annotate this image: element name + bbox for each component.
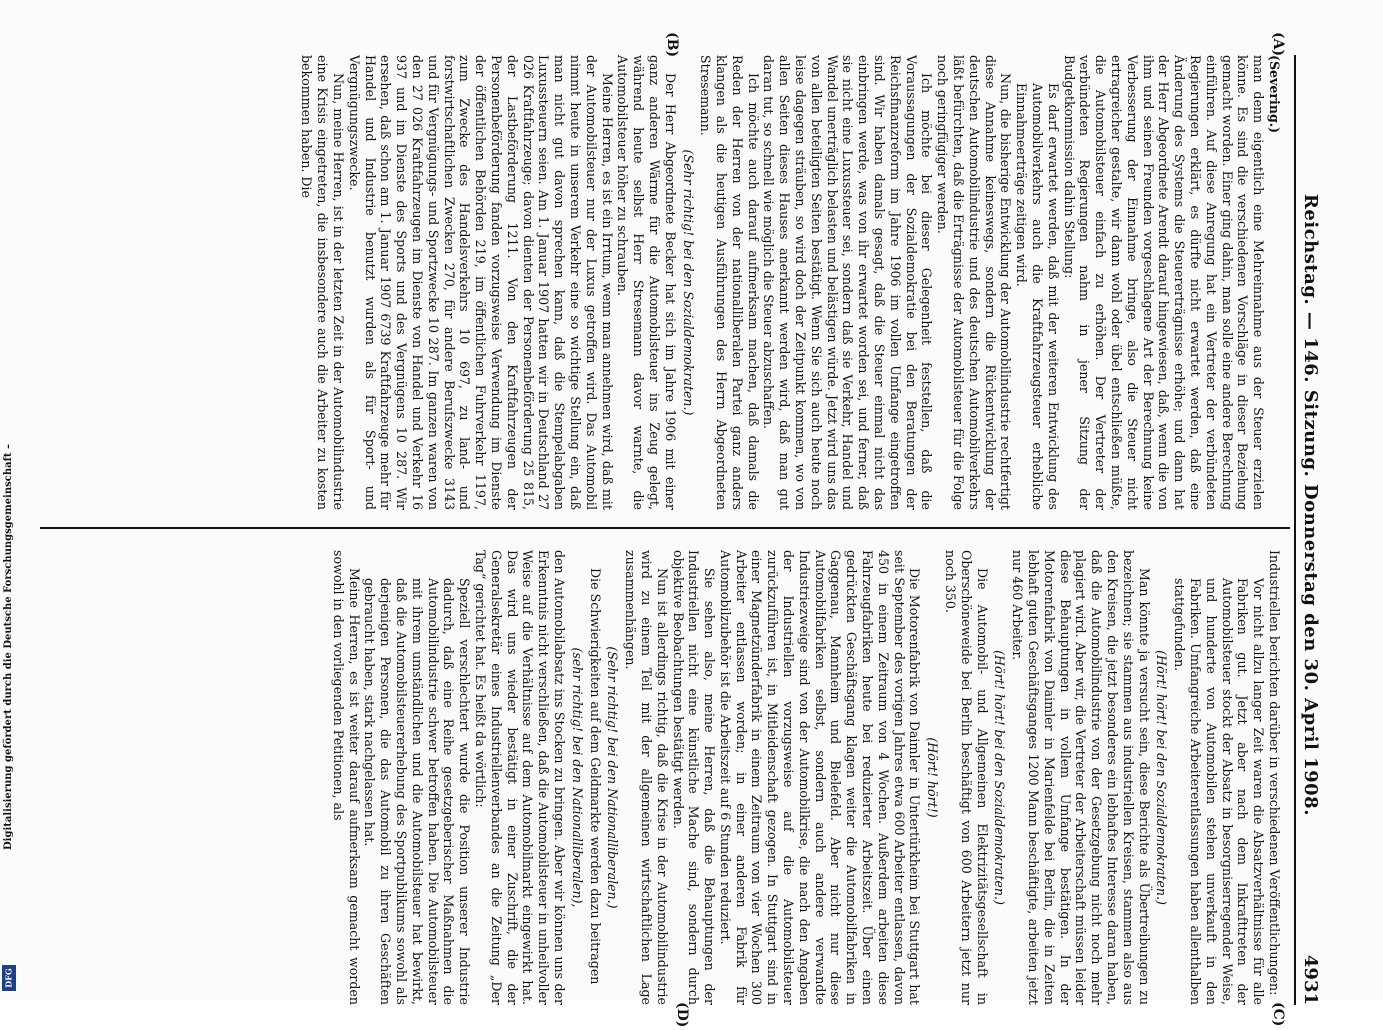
paragraph: Nun, meine Herren, ist in der letzten Zeit in der Automobilindustrie eine Krisis eingetreten, die insbesondere auch die Arbeiter zu kosten bekommen haben. Die bbox=[299, 55, 346, 510]
right-column bbox=[42, 550, 1282, 1005]
margin-mark-d: (D) bbox=[674, 1002, 690, 1028]
page-title: Reichstag. — 146. Sitzung. Donnerstag den 30. April 1908. bbox=[1300, 193, 1321, 816]
page-header bbox=[1294, 55, 1330, 1005]
digitization-credit-text: Digitalisierung gefördert durch die Deutsche Forschungsgemeinschaft – bbox=[3, 444, 14, 850]
interjection: (Sehr richtig! bei den Nationalliberalen.) bbox=[605, 646, 621, 909]
paragraph: Man könnte ja versucht sein, diese Berichte als Übertreibungen zu bezeichnen; sie stammen aus industriellen Kreisen, stammen also aus den Kreisen, die jetzt besonderes ein lebhaftes Interesse daran haben, daß die Automobilindustrie von der Gesetzgebung nicht noch mehr plagiert wird. Aber wir, die Vertreter der Arbeiterschaft müssen leider diese Behauptungen in vollem Umfange bestätigen. In der Motorenfabrik von Daimler in Marienfelde bei Berlin, die in Zeiten lebhaft guten Geschäftsganges 1200 Mann beschäftigte, arbeiten jetzt nur 460 Arbeiter. bbox=[1010, 550, 1152, 1005]
margin-mark-c: (C) bbox=[1270, 1002, 1286, 1027]
paragraph: Ich möchte auch darauf aufmerksam machen, daß damals die Reden der Herren von der nationalliberalen Partei ganz anders klangen als die heutigen Ausführungen des Herrn Abgeordneten Stresemann. bbox=[698, 55, 761, 510]
paragraph: Nun ist allerdings richtig, daß die Krise in der Automobilindustrie wird zu einem Teil mit der allgemeinen wirtschaftlichen Lage zusammenhängen. bbox=[623, 550, 670, 1005]
interjection: (Hört! hört! bei den Sozialdemokraten.) bbox=[1154, 650, 1170, 905]
margin-mark-a: (A) bbox=[1270, 32, 1286, 57]
interjection: (sehr richtig! bei den Nationalliberalen), bbox=[569, 647, 585, 908]
interjection: (Hört! hört!) bbox=[925, 737, 941, 818]
paragraph: Industriellen berichten darüber in verschiedenen Veröffentlichungen: bbox=[1267, 550, 1282, 996]
paragraph: Die Schwierigkeiten auf dem Geldmarkte werden dazu beitragen bbox=[587, 568, 603, 985]
digitization-credit bbox=[3, 150, 15, 850]
quotation: Speziell verschlechtert wurde die Position unserer Industrie dadurch, daß eine Reihe gesetzgeberischer Maßnahmen die Automobilindustrie schwer betroffen haben. Die Automobilsteuer mit ihrem umständlichen und die Automobilsteuer hat bewirkt, daß die Automobilsteuererhebung des Sportpublikums sowohl als derjenigen Personen, die das Automobil zu ihren Geschäften gebraucht haben, stark nachgelassen hat. bbox=[362, 578, 473, 1005]
paragraph: Meine Herren, es ist weiter darauf aufmerksam gemacht worden sowohl in den vorliegenden Petitionen, als bbox=[330, 550, 362, 1005]
paragraph: Die Motorenfabrik von Daimler in Untertürkheim bei Stuttgart hat seit September des vorigen Jahres etwa 600 Arbeiter entlassen, davon 450 in einem Zeitraum von 4 Wochen. Außerdem arbeiten diese Fahrzeugfabriken heute bei reduzierter Arbeitszeit. Über einen gedrückten Geschäftsgang klagen weiter die Automobilfabriken in Gaggenau, Mannheim und Bielefeld. Aber nicht nur diese Automobilfabriken selbst, sondern auch andere verwandte Industriezweige sind von der Automobilkrise, die nach den Angaben der Industriellen vorzugsweise auf die Automobilsteuer zurückzuführen ist, in Mitleidenschaft gezogen. In Stuttgart sind in einer Magnetzünderfabrik in einem Zeitraum von vier Wochen 300 Arbeiter entlassen worden; in einer anderen Fabrik für Automobilzubehör ist die Arbeitszeit auf 6 Stunden reduziert. bbox=[717, 550, 923, 1005]
quotation: Vor nicht allzu langer Zeit waren die Absatzverhältnisse für alle Fabriken gut. Jetzt aber nach dem Inkrafttreten der Automobilsteuer stockt der Absatz in besorgniserregender Weise, und hunderte von Automobilen stehen unverkauft in den Fabriken. Umfangreiche Arbeiterentlassungen haben allenthalben stattgefunden. bbox=[1172, 578, 1267, 1005]
column-divider bbox=[40, 527, 1290, 529]
quotation: Es darf erwartet werden, daß mit der weiteren Entwicklung des Automobilverkehrs auch die Kraftfahrzeugsteuer erhebliche Einnahmeerträge zeitigen wird. bbox=[1014, 83, 1061, 510]
paragraph: Nun, die bisherige Entwicklung der Automobilindustrie rechtfertigt diese Annahme keineswegs, sondern die Rückentwicklung der deutschen Automobilindustrie und des deutschen Automobilverkehrs läßt befürchten, daß die Erträgnisse der Automobilsteuer für die Folge noch geringfügiger werden. bbox=[935, 55, 1014, 510]
paragraph: Die Automobil- und Allgemeinen Elektrizitätsgesellschaft in Oberschöneweide bei Berlin beschäftigt von 600 Arbeitern jetzt nur noch 350. bbox=[943, 550, 990, 1005]
paragraph: den Automobilabsatz ins Stocken zu bringen. Aber wir können uns der Erkenntnis nicht verschließen, daß die Automobilsteuer in unheilvoller Weise auf die Verhältnisse auf dem Automobilmarkt eingewirkt hat. Das wird uns wieder bestätigt in einer Zuschrift, die der Generalsekretär eines Industriellenverbandes an die Zeitung „Der Tag“ gerichtet hat. Es heißt da wörtlich: bbox=[472, 550, 567, 1005]
paragraph: Der Herr Abgeordnete Becker hat sich im Jahre 1906 mit einer ganz anderen Wärme für die Automobilsteuer ins Zeug gelegt, während heute selbst Herr Stresemann davor warnte, die Automobilsteuer höher zu schrauben. bbox=[615, 55, 678, 510]
paragraph: man denn eigentlich eine Mehreinnahme aus der Steuer erzielen könne. Es sind die verschiedenen Vorschläge in dieser Beziehung gemacht worden. Einer ging dahin, man solle eine andere Berechnung einführen. Auf diese Anregung hat ein Vertreter der verbündeten Regierungen erklärt, es dürfte nicht erwartet werden, daß eine Änderung des Systems die Steuererträgnisse erhöhe; und dann hat der Herr Abgeordnete Arendt darauf hingewiesen, daß, wenn die von ihm und seinen Freunden vorgeschlagene Art der Berechnung keine Verbesserung der Einnahme bringe, also die Steuer nicht ertragreicher gestalte, wir dann wohl oder übel entschließen müßte, die Automobilsteuer einfach zu erhöhen. Der Vertreter der verbündeten Regierungen nahm in jener Sitzung der Budgetkommission dahin Stellung: bbox=[1061, 55, 1267, 510]
rotated-page-content bbox=[30, 30, 1330, 1030]
interjection: (Sehr richtig! bei den Sozialdemokraten.) bbox=[680, 149, 696, 416]
margin-mark-b: (B) bbox=[664, 32, 680, 58]
dfg-logo: DFG bbox=[2, 965, 16, 991]
interjection: (Hört! hört! bei den Sozialdemokraten.) bbox=[992, 650, 1008, 905]
speaker-name: (Severing.) bbox=[1267, 55, 1282, 134]
paragraph: Sie sehen also, meine Herren, daß die Behauptungen der Industriellen nicht eine künstliche Mache sind, sondern durch objektive Beobachtungen bestätigt werden. bbox=[670, 550, 718, 1005]
left-column bbox=[42, 55, 1282, 510]
paragraph: Ich möchte bei dieser Gelegenheit feststellen, daß die Voraussagungen der Sozialdemokratie bei den Beratungen der Reichsfinanzreform im Jahre 1906 im vollen Umfange eingetroffen sind. Wir haben damals gesagt, daß die Steuer einmal nicht das einbringen werde, was von ihr erwartet worden sei, und ferner, daß sie nicht eine Luxussteuer sei, sondern daß sie Verkehr, Handel und Wandel unerträglich belasten und belästigen würde. Jetzt wird uns das von allen beteiligten Seiten bestätigt. Wenn Sie sich auch heute noch leise dagegen sträuben, so wird doch der Zeitpunkt kommen, wo von allen Seiten dieses Hauses anerkannt werden wird, daß man gut daran tut, so schnell wie möglich die Steuer abzuschaffen. bbox=[761, 55, 935, 510]
page-number: 4931 bbox=[1300, 954, 1321, 1005]
paragraph: Meine Herren, es ist ein Irrtum, wenn man annehmen wird, daß mit der Automobilsteuer nur der Luxus getroffen wird. Das Automobil nimmt heute in unserem Verkehr eine so wichtige Stellung ein, daß man nicht gut davon sprechen kann, daß die Stempelabgaben Luxussteuern seien. Am 1. Januar 1907 hatten wir in Deutschland 27 026 Kraftfahrzeuge; davon dienten der Personenbeförderung 25 815, der Lastbeförderung 1211. Von den Kraftfahrzeugen der Personenbeförderung fanden vorzugsweise Verwendung im Dienste der öffentlichen Behörden 219, im öffentlichen Fuhrverkehr 1197, zum Zwecke des Handelsverkehrs 10 697, zu land- und forstwirtschaftlichen Zwecken 270, für andere Berufszwecke 3143 und für Vergnügungs- und Sportzwecke 10 287. Im ganzen waren von den 27 026 Kraftfahrzeugen im Dienste von Handel und Verkehr 16 937 und im Dienste des Sports und des Vergnügens 10 287. Wir ersehen, daß schon am 1. Januar 1907 6739 Kraftfahrzeuge mehr für Handel und Industrie benutzt wurden als für Sport- und Vergnügungszwecke. bbox=[346, 55, 615, 510]
